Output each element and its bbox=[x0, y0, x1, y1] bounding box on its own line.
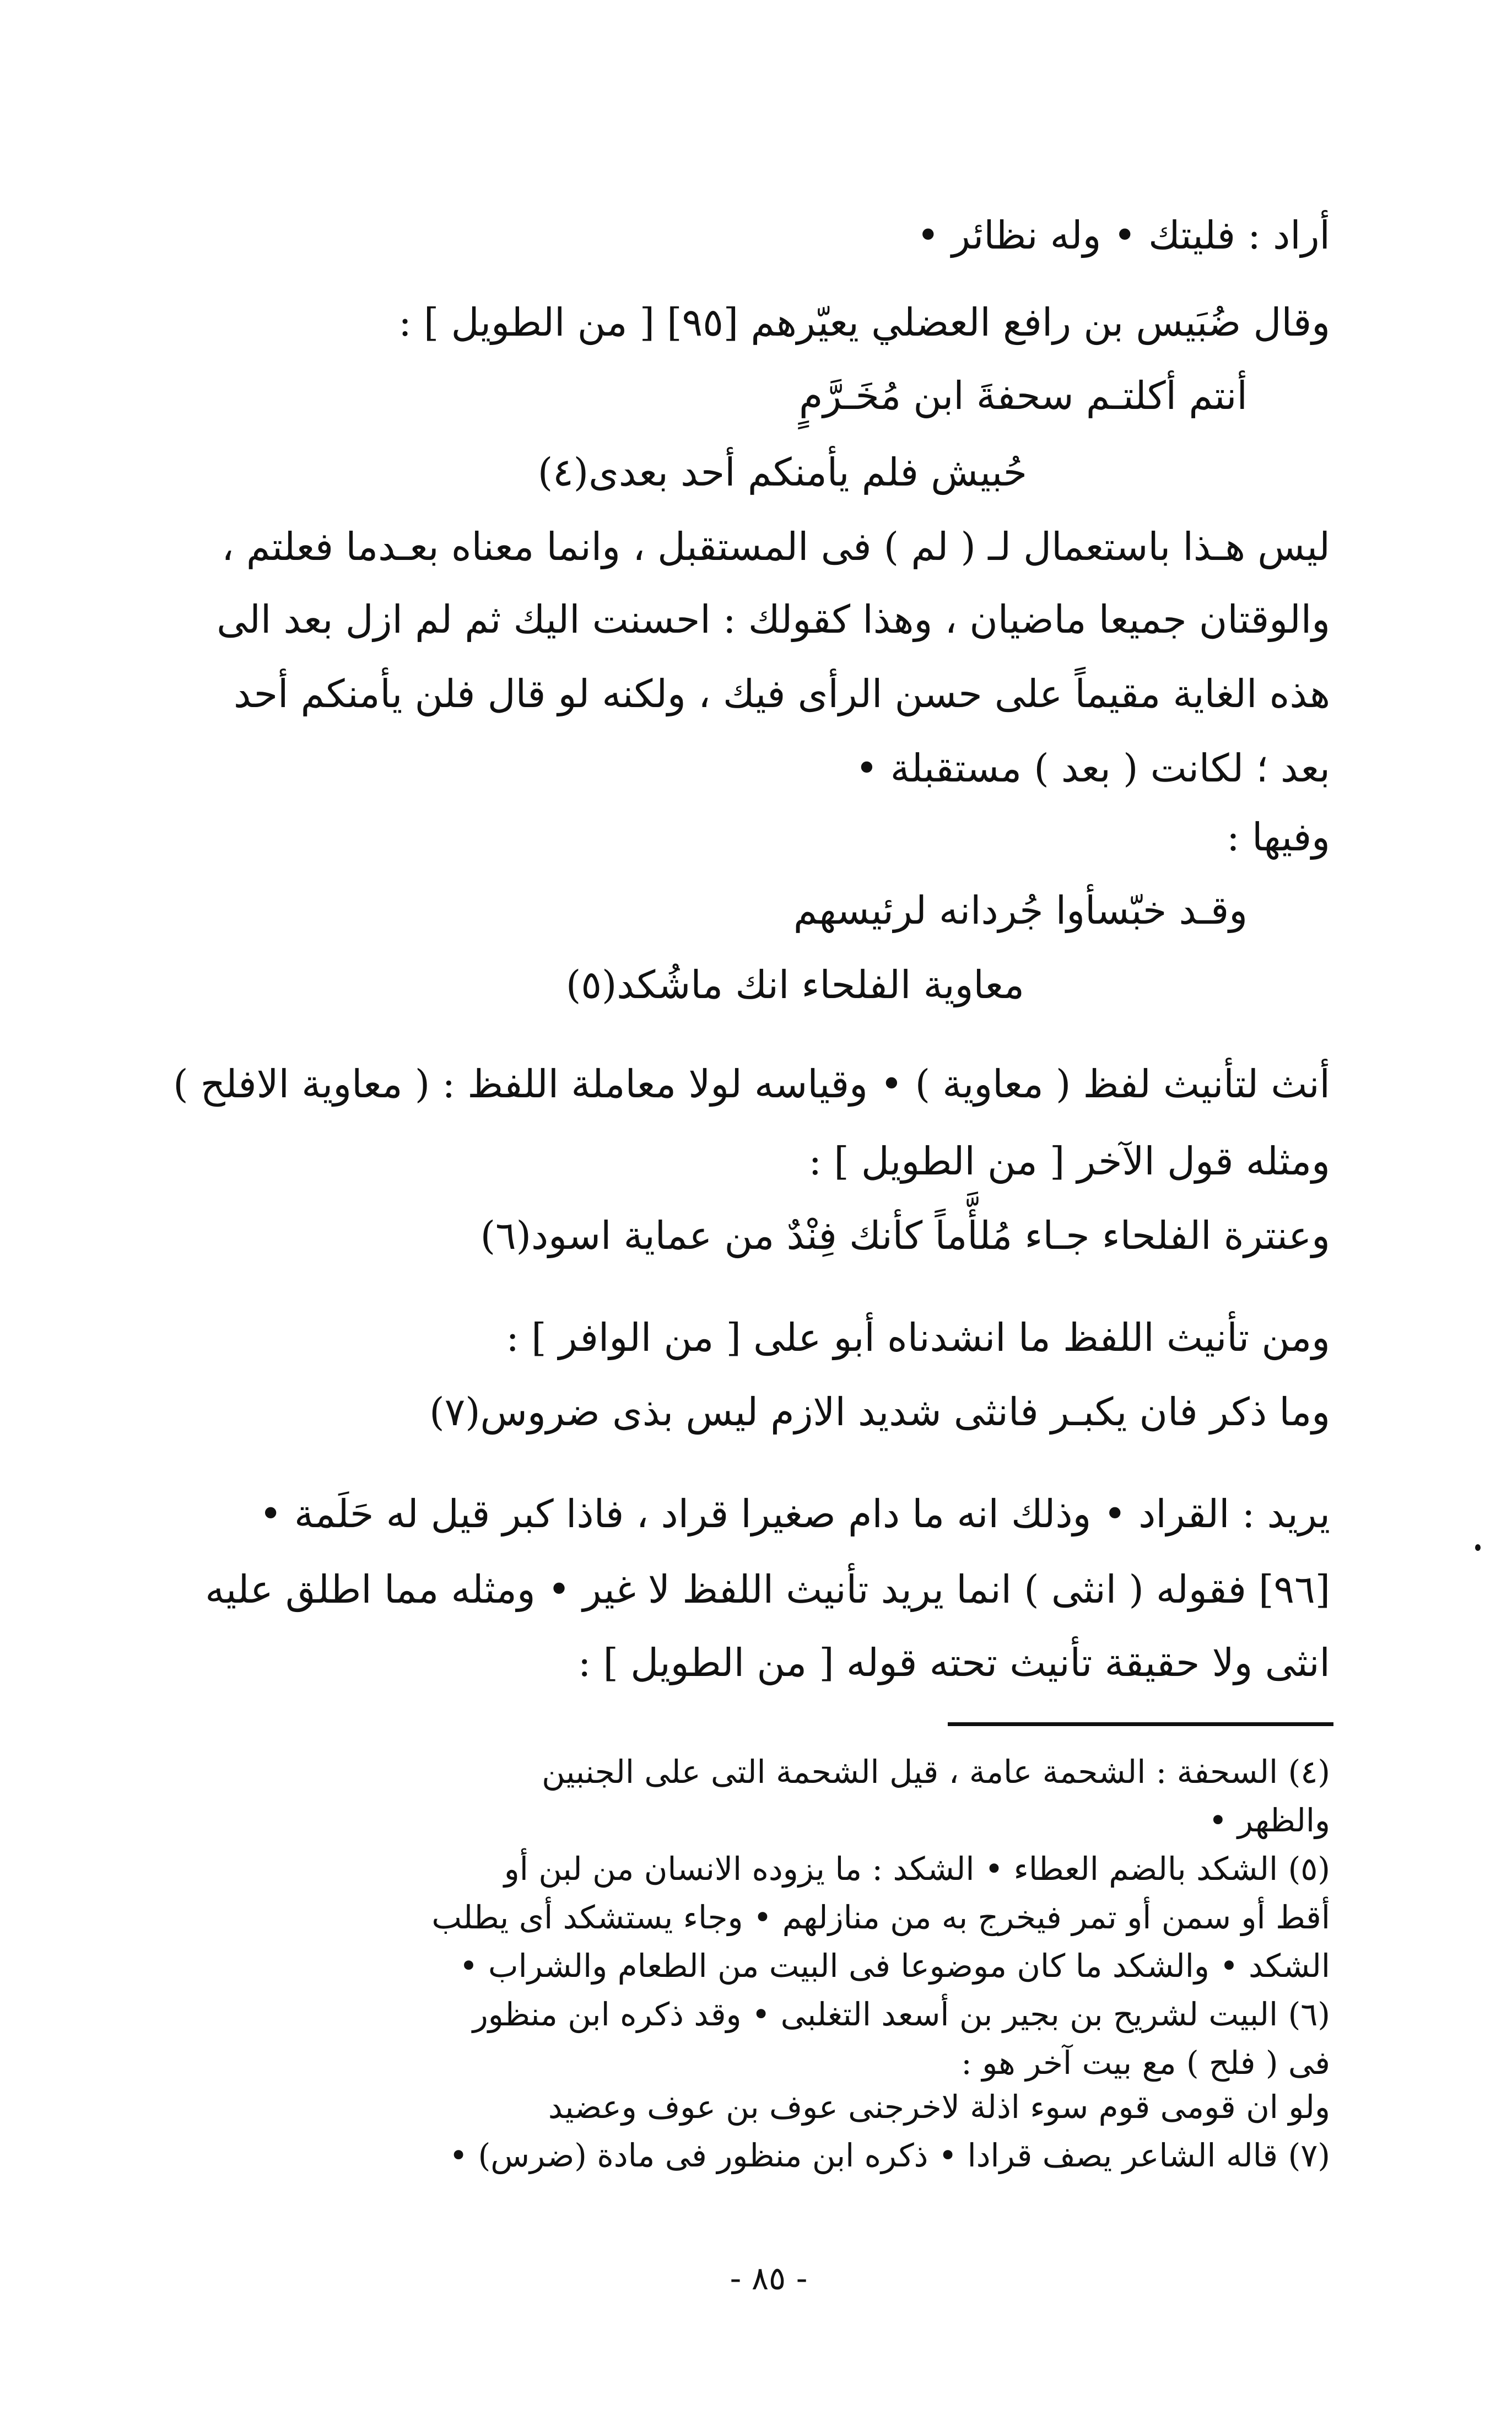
text-line-2: وقال ضُبَيس بن رافع العضلي يعيّرهم [٩٥] [ من الطويل ] : bbox=[398, 300, 1330, 345]
verse-line-6: وما ذكر فان يكبـر فانثى شديد الازم ليس بذى ضروس(٧) bbox=[429, 1389, 1330, 1435]
text-line-5: هذه الغاية مقيماً على حسن الرأى فيك ، ولكنه لو قال فلن يأمنكم أحد bbox=[233, 671, 1330, 716]
page-number: - ٨٥ - bbox=[730, 2260, 808, 2297]
text-line-3: ليس هـذا باستعمال لـ ( لم ) فى المستقبل ، وانما معناه بعـدما فعلتم ، bbox=[222, 524, 1330, 569]
footnote-line-1: (٤) السحفة : الشحمة عامة ، قيل الشحمة التى على الجنبين bbox=[542, 1753, 1330, 1791]
footnote-line-4: أقط أو سمن أو تمر فيخرج به من منازلهم • وجاء يستشكد أى يطلب bbox=[431, 1899, 1330, 1936]
text-line-13: انثى ولا حقيقة تأنيث تحته قوله [ من الطويل ] : bbox=[577, 1640, 1330, 1685]
text-line-12: [٩٦] فقوله ( انثى ) انما يريد تأنيث اللفظ لا غير • ومثله مما اطلق عليه bbox=[205, 1567, 1330, 1612]
footnote-line-2: والظهر • bbox=[1208, 1802, 1330, 1839]
footnote-line-5: الشكد • والشكد ما كان موضوعا فى البيت من الطعام والشراب • bbox=[459, 1947, 1330, 1985]
verse-line-3: وقـد خبّسأوا جُردانه لرئيسهم bbox=[793, 888, 1248, 933]
footnote-separator bbox=[948, 1722, 1333, 1726]
verse-line-1: أنتم أكلتـم سحفةَ ابن مُخَـرَّمٍ bbox=[799, 373, 1248, 418]
footnote-line-8: ولو ان قومى قوم سوء اذلة لاخرجنى عوف بن عوف وعضيد bbox=[548, 2088, 1330, 2126]
verse-line-4: معاوية الفلحاء انك ماشُكد(٥) bbox=[566, 962, 1024, 1007]
text-line-7: وفيها : bbox=[1227, 815, 1330, 860]
footnote-line-6: (٦) البيت لشريح بن بجير بن أسعد التغلبى • وقد ذكره ابن منظور bbox=[472, 1996, 1330, 2033]
footnote-line-9: (٧) قاله الشاعر يصف قرادا • ذكره ابن منظور فى مادة (ضرس) • bbox=[449, 2137, 1330, 2174]
verse-line-2: حُبيش فلم يأمنكم أحد بعدى(٤) bbox=[537, 450, 1027, 495]
text-line-1: أراد : فليتك • وله نظائر • bbox=[916, 213, 1330, 258]
footnote-line-7: فى ( فلح ) مع بيت آخر هو : bbox=[961, 2044, 1330, 2082]
footnote-line-3: (٥) الشكد بالضم العطاء • الشكد : ما يزوده الانسان من لبن أو bbox=[504, 1850, 1330, 1888]
text-line-9: ومثله قول الآخر [ من الطويل ] : bbox=[808, 1139, 1330, 1184]
ink-dot bbox=[1475, 1544, 1481, 1551]
text-line-10: ومن تأنيث اللفظ ما انشدناه أبو على [ من الوافر ] : bbox=[506, 1315, 1330, 1360]
text-line-6: بعد ؛ لكانت ( بعد ) مستقبلة • bbox=[855, 746, 1330, 791]
text-line-8: أنث لتأنيث لفظ ( معاوية ) • وقياسه لولا معاملة اللفظ : ( معاوية الافلح ) bbox=[173, 1061, 1330, 1107]
text-line-11: يريد : القراد • وذلك انه ما دام صغيرا قراد ، فاذا كبر قيل له حَلَمة • bbox=[259, 1491, 1330, 1537]
text-line-4: والوقتان جميعا ماضيان ، وهذا كقولك : احسنت اليك ثم لم ازل بعد الى bbox=[217, 597, 1330, 642]
verse-line-5: وعنترة الفلحاء جـاء مُلأَّماً كأنك فِنْدٌ من عماية اسود(٦) bbox=[480, 1213, 1330, 1258]
